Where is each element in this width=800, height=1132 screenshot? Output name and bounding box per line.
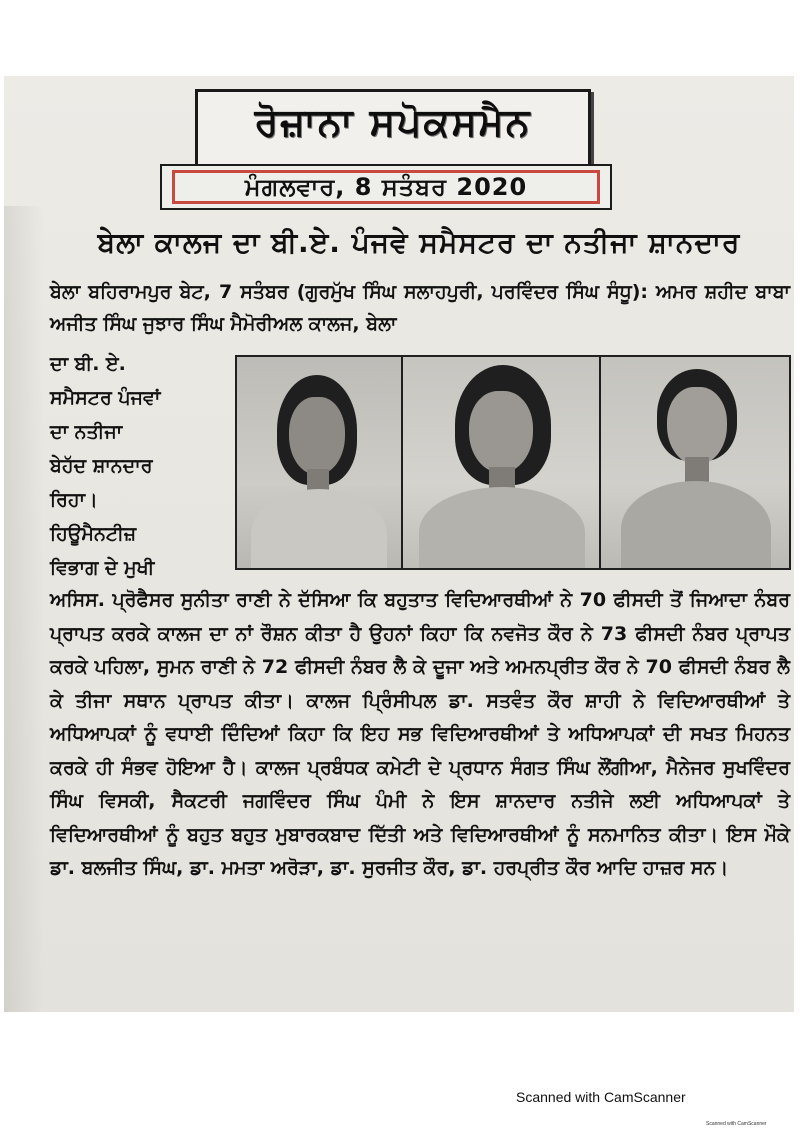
newspaper-masthead (195, 89, 591, 173)
student-photos (235, 355, 791, 570)
narrow-line: ਸਮੈਸਟਰ ਪੰਜਵਾਂ (50, 387, 161, 409)
student-photo-3 (601, 357, 789, 568)
article-narrow-column (50, 347, 230, 585)
narrow-line: ਵਿਭਾਗ ਦੇ ਮੁਖੀ (50, 557, 155, 579)
article-headline: ਬੇਲਾ ਕਾਲਜ ਦਾ ਬੀ.ਏ. ਪੰਜਵੇ ਸਮੈਸਟਰ ਦਾ ਨਤੀਜਾ ਸ਼ਾਨਦਾਰ (97, 226, 741, 259)
narrow-line: ਬੇਹੱਦ ਸ਼ਾਨਦਾਰ (50, 455, 153, 477)
student-photo-1 (237, 357, 403, 568)
clipping-shadow (4, 206, 44, 1012)
masthead-title: ਰੋਜ਼ਾਨਾ ਸਪੋਕਸਮੈਨ (254, 100, 532, 144)
scanner-watermark-small: Scanned with CamScanner (706, 1121, 767, 1127)
publication-date: ਮੰਗਲਵਾਰ, 8 ਸਤੰਬਰ 2020 (244, 173, 528, 201)
article-body (50, 584, 790, 886)
date-box (160, 164, 612, 210)
narrow-line: ਰਿਹਾ। (50, 489, 98, 511)
article-byline: ਬੇਲਾ ਬਹਿਰਾਮਪੁਰ ਬੇਟ, 7 ਸਤੰਬਰ (ਗੁਰਮੁੱਖ ਸਿੰਘ ਸਲਾਹਪੁਰੀ, ਪਰਵਿੰਦਰ ਸਿੰਘ ਸੰਧੂ): ਅਮਰ ਸ਼ਹੀਦ ਬਾਬਾ ਅਜੀਤ ਸਿੰਘ ਜੁਝਾਰ ਸਿੰਘ ਮੈਮੋਰੀਅਲ ਕਾਲਜ, ਬੇਲਾ (50, 281, 790, 335)
student-photo-2 (403, 357, 601, 568)
narrow-line: ਦਾ ਨਤੀਜਾ (50, 421, 123, 443)
narrow-line: ਹਿਊਮੈਨਟੀਜ਼ (50, 523, 137, 545)
article-body-text: ਅਸਿਸ. ਪ੍ਰੋਫੈਸਰ ਸੁਨੀਤਾ ਰਾਣੀ ਨੇ ਦੱਸਿਆ ਕਿ ਬਹੁਤਾਤ ਵਿਦਿਆਰਥੀਆਂ ਨੇ 70 ਫੀਸਦੀ ਤੋਂ ਜਿਆਦਾ ਨੰਬਰ ਪ੍ਰਾਪਤ ਕਰਕੇ ਕਾਲਜ ਦਾ ਨਾਂ ਰੌਸ਼ਨ ਕੀਤਾ ਹੈ ਉਹਨਾਂ ਕਿਹਾ ਕਿ ਨਵਜੋਤ ਕੌਰ ਨੇ 73 ਫੀਸਦੀ ਨੰਬਰ ਪ੍ਰਾਪਤ ਕਰਕੇ ਪਹਿਲਾ, ਸੁਮਨ ਰਾਣੀ ਨੇ 72 ਫੀਸਦੀ ਨੰਬਰ ਲੈ ਕੇ ਦੂਜਾ ਅਤੇ ਅਮਨਪ੍ਰੀਤ ਕੌਰ ਨੇ 70 ਫੀਸਦੀ ਨੰਬਰ ਲੈ ਕੇ ਤੀਜਾ ਸਥਾਨ ਪ੍ਰਾਪਤ ਕੀਤਾ। ਕਾਲਜ ਪ੍ਰਿੰਸੀਪਲ ਡਾ. ਸਤਵੰਤ ਕੌਰ ਸ਼ਾਹੀ ਨੇ ਵਿਦਿਆਰਥੀਆਂ ਤੇ ਅਧਿਆਪਕਾਂ ਨੂੰ ਵਧਾਈ ਦਿੰਦਿਆਂ ਕਿਹਾ ਕਿ ਇਹ ਸਭ ਵਿਦਿਆਰਥੀਆਂ ਤੇ ਅਧਿਆਪਕਾਂ ਦੀ ਸਖਤ ਮਿਹਨਤ ਕਰਕੇ ਹੀ ਸੰਭਵ ਹੋਇਆ ਹੈ। ਕਾਲਜ ਪ੍ਰਬੰਧਕ ਕਮੇਟੀ ਦੇ ਪ੍ਰਧਾਨ ਸੰਗਤ ਸਿੰਘ ਲੌਂਗੀਆ, ਮੈਨੇਜਰ ਸੁਖਵਿੰਦਰ ਸਿੰਘ ਵਿਸਕੀ, ਸੈਕਟਰੀ ਜਗਵਿੰਦਰ ਸਿੰਘ ਪੰਮੀ ਨੇ ਇਸ ਸ਼ਾਨਦਾਰ ਨਤੀਜੇ ਲਈ ਅਧਿਆਪਕਾਂ ਤੇ ਵਿਦਿਆਰਥੀਆਂ ਨੂੰ ਬਹੁਤ ਬਹੁਤ ਮੁਬਾਰਕਬਾਦ ਦਿੱਤੀ ਅਤੇ ਵਿਦਿਆਰਥੀਆਂ ਨੂੰ ਸਨਮਾਨਿਤ ਕੀਤਾ। ਇਸ ਮੌਕੇ ਡਾ. ਬਲਜੀਤ ਸਿੰਘ, ਡਾ. ਮਮਤਾ ਅਰੋੜਾ, ਡਾ. ਸੁਰਜੀਤ ਕੌਰ, ਡਾ. ਹਰਪ੍ਰੀਤ ਕੌਰ ਆਦਿ ਹਾਜ਼ਰ ਸਨ। (50, 589, 790, 879)
narrow-line: ਦਾ ਬੀ. ਏ. (50, 353, 126, 375)
scanner-watermark: Scanned with CamScanner (516, 1089, 686, 1105)
newspaper-clipping (4, 76, 794, 1012)
